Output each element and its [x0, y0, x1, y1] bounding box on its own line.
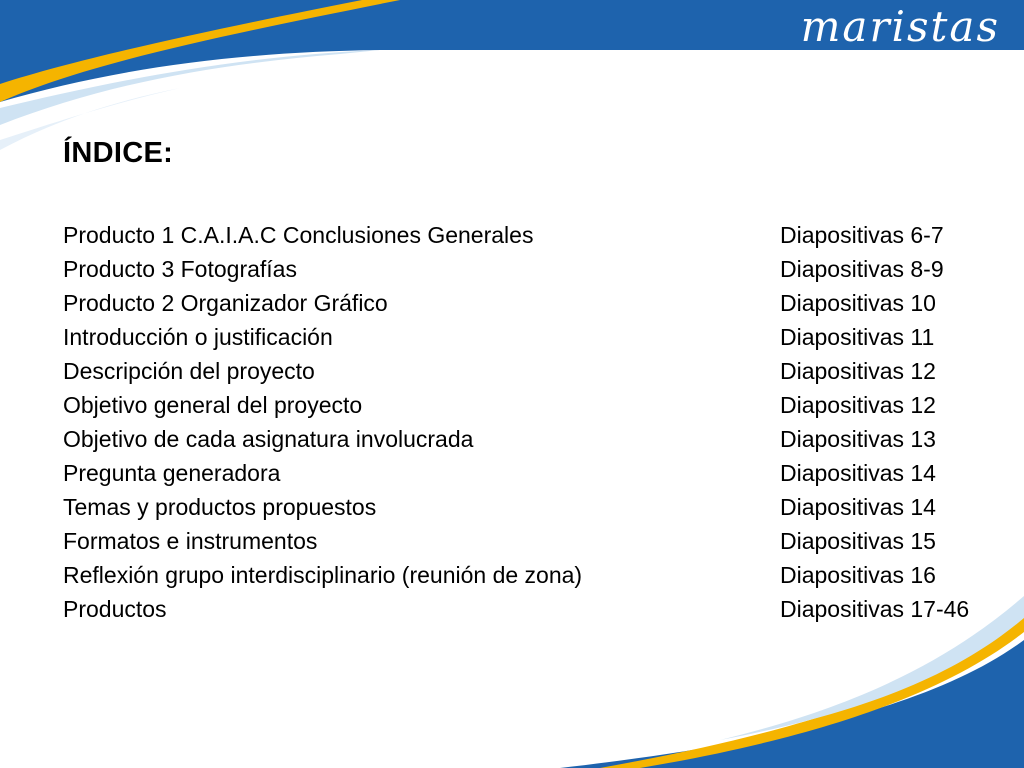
toc-row — [63, 456, 1003, 490]
toc-row — [63, 592, 1003, 626]
toc-topic: Descripción del proyecto — [63, 357, 315, 384]
toc-row — [63, 252, 1003, 286]
toc-slides: Diapositivas 13 — [780, 425, 936, 452]
toc-row — [63, 558, 1003, 592]
toc-row — [63, 524, 1003, 558]
toc-topic: Temas y productos propuestos — [63, 493, 377, 520]
toc-slides: Diapositivas 12 — [780, 391, 936, 418]
toc-topic: Formatos e instrumentos — [63, 527, 318, 554]
toc-topic: Objetivo general del proyecto — [63, 391, 363, 418]
toc-row — [63, 320, 1003, 354]
toc-topic: Introducción o justificación — [63, 323, 333, 350]
toc-row — [63, 388, 1003, 422]
toc-slides: Diapositivas 14 — [780, 493, 936, 520]
toc-row — [63, 354, 1003, 388]
toc-topic: Productos — [63, 595, 167, 622]
toc-topic: Reflexión grupo interdisciplinario (reunión de zona) — [63, 561, 583, 588]
toc-slides: Diapositivas 12 — [780, 357, 936, 384]
toc-slides: Diapositivas 6-7 — [780, 221, 944, 248]
toc-slides: Diapositivas 16 — [780, 561, 936, 588]
toc-slides: Diapositivas 17-46 — [780, 595, 970, 622]
page-title: ÍNDICE: — [63, 137, 174, 169]
toc-slides: Diapositivas 11 — [780, 323, 935, 350]
toc-slides: Diapositivas 14 — [780, 459, 936, 486]
toc-row — [63, 286, 1003, 320]
toc-row — [63, 218, 1003, 252]
maristas-logo: maristas — [800, 2, 1000, 51]
toc-topic: Producto 2 Organizador Gráfico — [63, 289, 388, 316]
toc-slides: Diapositivas 15 — [780, 527, 936, 554]
table-of-contents — [63, 218, 1003, 626]
toc-slides: Diapositivas 10 — [780, 289, 936, 316]
toc-topic: Producto 3 Fotografías — [63, 255, 297, 282]
toc-topic: Pregunta generadora — [63, 459, 281, 486]
toc-topic: Producto 1 C.A.I.A.C Conclusiones Generales — [63, 221, 534, 248]
toc-row — [63, 422, 1003, 456]
toc-slides: Diapositivas 8-9 — [780, 255, 944, 282]
toc-topic: Objetivo de cada asignatura involucrada — [63, 425, 474, 452]
toc-row — [63, 490, 1003, 524]
